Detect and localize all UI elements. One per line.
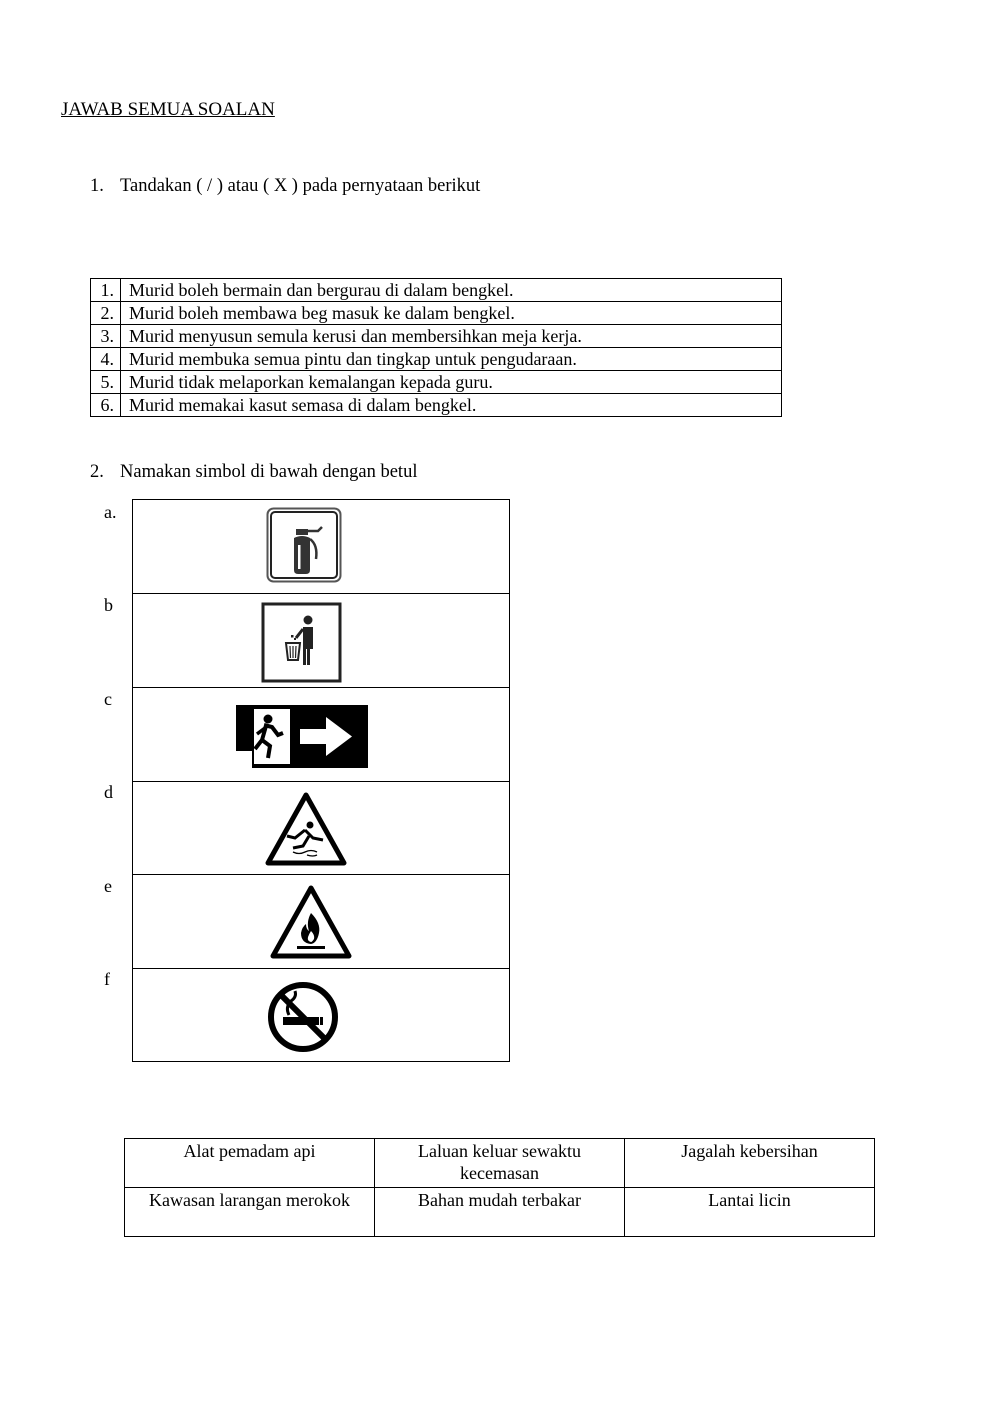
- slippery-floor-warning-icon: [265, 792, 347, 866]
- answer-option[interactable]: Laluan keluar sewaktu kecemasan: [375, 1139, 625, 1188]
- question-2-number: 2.: [90, 462, 104, 482]
- symbol-letter-f: f: [104, 969, 110, 989]
- symbol-row-d: [133, 781, 509, 875]
- question-1-title: [90, 176, 480, 197]
- symbol-row-c: [133, 688, 509, 782]
- symbol-letter-b: b: [104, 595, 113, 615]
- statements-table: [90, 278, 782, 417]
- table-row: [125, 1139, 875, 1188]
- answer-option[interactable]: Jagalah kebersihan: [625, 1139, 875, 1188]
- statement-number: 2.: [91, 302, 121, 325]
- question-1-text: Tandakan ( / ) atau ( X ) pada pernyataan berikut: [120, 176, 481, 196]
- symbols-box: [132, 499, 510, 1062]
- table-row: [91, 348, 782, 371]
- symbol-row-e: [133, 875, 509, 969]
- flammable-warning-icon: [270, 885, 352, 959]
- symbol-row-b: [133, 594, 509, 688]
- statement-number: 3.: [91, 325, 121, 348]
- symbol-letter-a: a.: [104, 502, 117, 522]
- statement-number: 6.: [91, 394, 121, 417]
- statement-number: 1.: [91, 279, 121, 302]
- answer-options-table: [124, 1138, 875, 1237]
- statement-text[interactable]: Murid menyusun semula kerusi dan membersihkan meja kerja.: [121, 325, 782, 348]
- question-2-text: Namakan simbol di bawah dengan betul: [120, 462, 418, 482]
- statement-text[interactable]: Murid membuka semua pintu dan tingkap untuk pengudaraan.: [121, 348, 782, 371]
- statement-text[interactable]: Murid tidak melaporkan kemalangan kepada guru.: [121, 371, 782, 394]
- symbol-row-f: [133, 968, 509, 1061]
- question-2-title: [90, 462, 417, 483]
- answer-option[interactable]: Kawasan larangan merokok: [125, 1188, 375, 1237]
- symbol-letter-e: e: [104, 876, 112, 896]
- table-row: [91, 302, 782, 325]
- question-1-number: 1.: [90, 176, 104, 196]
- fire-extinguisher-icon: [266, 507, 342, 583]
- table-row: [91, 325, 782, 348]
- table-row: [125, 1188, 875, 1237]
- table-row: [91, 279, 782, 302]
- statement-text[interactable]: Murid boleh membawa beg masuk ke dalam bengkel.: [121, 302, 782, 325]
- statement-number: 4.: [91, 348, 121, 371]
- symbol-letter-d: d: [104, 782, 113, 802]
- answer-option[interactable]: Alat pemadam api: [125, 1139, 375, 1188]
- litter-bin-icon: [261, 602, 342, 683]
- statement-text[interactable]: Murid memakai kasut semasa di dalam bengkel.: [121, 394, 782, 417]
- table-row: [91, 394, 782, 417]
- statement-number: 5.: [91, 371, 121, 394]
- symbol-letter-c: c: [104, 689, 112, 709]
- statement-text[interactable]: Murid boleh bermain dan bergurau di dalam bengkel.: [121, 279, 782, 302]
- page-heading: JAWAB SEMUA SOALAN: [61, 99, 275, 120]
- table-row: [91, 371, 782, 394]
- answer-option[interactable]: Lantai licin: [625, 1188, 875, 1237]
- answer-option[interactable]: Bahan mudah terbakar: [375, 1188, 625, 1237]
- emergency-exit-icon: [236, 705, 368, 768]
- no-smoking-icon: [267, 981, 339, 1053]
- symbol-row-a: [133, 500, 509, 594]
